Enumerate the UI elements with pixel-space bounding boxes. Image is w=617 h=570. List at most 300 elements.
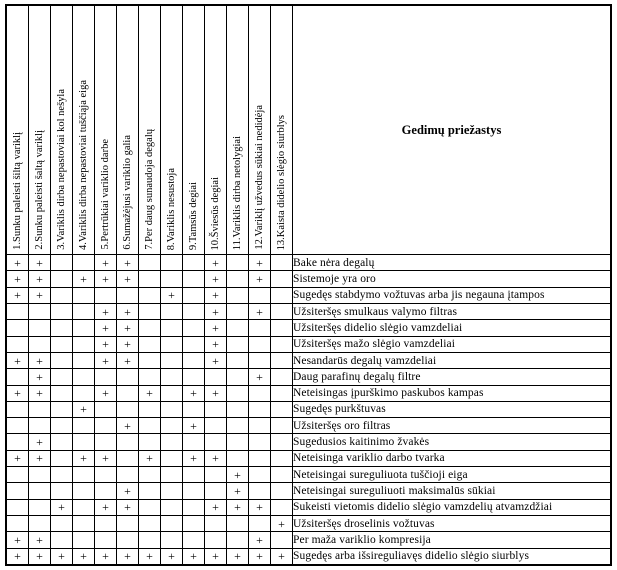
mark-empty bbox=[139, 532, 161, 548]
mark-empty bbox=[139, 255, 161, 271]
mark-empty bbox=[139, 320, 161, 336]
mark-empty bbox=[29, 303, 51, 319]
cause-cell: Per maža variklio kompresija bbox=[293, 532, 611, 548]
symptom-header-3 bbox=[51, 6, 73, 255]
mark-empty bbox=[7, 499, 29, 515]
mark-empty bbox=[29, 483, 51, 499]
table-row bbox=[7, 401, 611, 417]
mark-empty bbox=[183, 401, 205, 417]
symptom-header-10 bbox=[205, 6, 227, 255]
mark-empty bbox=[271, 287, 293, 303]
mark-plus: + bbox=[117, 418, 139, 434]
mark-empty bbox=[139, 369, 161, 385]
mark-plus: + bbox=[183, 450, 205, 466]
symptom-header-11 bbox=[227, 6, 249, 255]
mark-empty bbox=[205, 418, 227, 434]
mark-empty bbox=[183, 352, 205, 368]
table-row bbox=[7, 434, 611, 450]
mark-empty bbox=[51, 271, 73, 287]
mark-empty bbox=[73, 320, 95, 336]
mark-empty bbox=[227, 271, 249, 287]
mark-empty bbox=[227, 336, 249, 352]
mark-empty bbox=[271, 418, 293, 434]
table-row bbox=[7, 450, 611, 466]
mark-empty bbox=[161, 467, 183, 483]
mark-empty bbox=[161, 271, 183, 287]
mark-empty bbox=[7, 320, 29, 336]
mark-empty bbox=[271, 467, 293, 483]
mark-empty bbox=[271, 499, 293, 515]
mark-empty bbox=[73, 287, 95, 303]
mark-empty bbox=[51, 467, 73, 483]
mark-empty bbox=[29, 336, 51, 352]
mark-empty bbox=[7, 369, 29, 385]
mark-empty bbox=[51, 385, 73, 401]
symptom-label: 9.Tamsūs degiai bbox=[187, 181, 199, 250]
mark-empty bbox=[29, 320, 51, 336]
mark-empty bbox=[51, 352, 73, 368]
mark-empty bbox=[29, 499, 51, 515]
mark-empty bbox=[227, 369, 249, 385]
mark-empty bbox=[183, 499, 205, 515]
mark-empty bbox=[117, 532, 139, 548]
cause-cell: Užsiteršęs droselinis vožtuvas bbox=[293, 516, 611, 532]
mark-plus: + bbox=[183, 418, 205, 434]
mark-plus: + bbox=[227, 483, 249, 499]
mark-plus: + bbox=[51, 499, 73, 515]
mark-empty bbox=[271, 255, 293, 271]
mark-empty bbox=[205, 401, 227, 417]
mark-empty bbox=[161, 320, 183, 336]
mark-empty bbox=[161, 369, 183, 385]
mark-plus: + bbox=[205, 255, 227, 271]
cause-cell: Sistemoje yra oro bbox=[293, 271, 611, 287]
cause-cell: Neteisingai sureguliuoti maksimalūs sūkiai bbox=[293, 483, 611, 499]
mark-plus: + bbox=[205, 320, 227, 336]
mark-plus: + bbox=[205, 271, 227, 287]
mark-empty bbox=[249, 320, 271, 336]
mark-empty bbox=[95, 467, 117, 483]
mark-plus: + bbox=[117, 336, 139, 352]
mark-empty bbox=[183, 532, 205, 548]
mark-empty bbox=[51, 450, 73, 466]
mark-plus: + bbox=[29, 287, 51, 303]
mark-empty bbox=[271, 320, 293, 336]
mark-empty bbox=[271, 352, 293, 368]
table-row bbox=[7, 352, 611, 368]
mark-empty bbox=[227, 385, 249, 401]
mark-plus: + bbox=[117, 352, 139, 368]
mark-empty bbox=[139, 336, 161, 352]
mark-empty bbox=[117, 467, 139, 483]
mark-plus: + bbox=[95, 320, 117, 336]
mark-empty bbox=[117, 369, 139, 385]
mark-empty bbox=[227, 303, 249, 319]
mark-plus: + bbox=[249, 271, 271, 287]
table-body bbox=[7, 255, 611, 565]
symptom-label: 5.Pertrūkiai variklio darbe bbox=[99, 139, 111, 250]
symptom-header-8 bbox=[161, 6, 183, 255]
mark-empty bbox=[249, 434, 271, 450]
symptom-header-5 bbox=[95, 6, 117, 255]
cause-cell: Sugedęs stabdymo vožtuvas arba jis negauna įtampos bbox=[293, 287, 611, 303]
mark-plus: + bbox=[73, 271, 95, 287]
mark-plus: + bbox=[205, 287, 227, 303]
mark-plus: + bbox=[205, 352, 227, 368]
mark-empty bbox=[51, 418, 73, 434]
mark-empty bbox=[73, 369, 95, 385]
mark-empty bbox=[161, 532, 183, 548]
mark-empty bbox=[227, 516, 249, 532]
mark-empty bbox=[51, 303, 73, 319]
mark-empty bbox=[117, 450, 139, 466]
mark-empty bbox=[161, 418, 183, 434]
cause-cell: Bake nėra degalų bbox=[293, 255, 611, 271]
cause-cell: Sugedusios kaitinimo žvakės bbox=[293, 434, 611, 450]
mark-empty bbox=[249, 287, 271, 303]
mark-empty bbox=[271, 336, 293, 352]
mark-empty bbox=[73, 385, 95, 401]
mark-empty bbox=[139, 271, 161, 287]
mark-empty bbox=[183, 320, 205, 336]
symptom-label: 6.Sumažėjusi variklio galia bbox=[121, 135, 133, 250]
symptom-label: 2.Sunku paleisti šaltą variklį bbox=[33, 130, 45, 250]
mark-empty bbox=[183, 255, 205, 271]
mark-empty bbox=[205, 483, 227, 499]
mark-plus: + bbox=[95, 271, 117, 287]
mark-empty bbox=[7, 401, 29, 417]
table-row bbox=[7, 271, 611, 287]
mark-empty bbox=[73, 255, 95, 271]
mark-empty bbox=[51, 401, 73, 417]
mark-plus: + bbox=[117, 271, 139, 287]
symptom-label: 3.Variklis dirba nepastoviai kol nešyla bbox=[55, 89, 67, 250]
header-row bbox=[7, 6, 611, 255]
mark-empty bbox=[29, 401, 51, 417]
cause-cell: Užsiteršęs mažo slėgio vamzdeliai bbox=[293, 336, 611, 352]
mark-empty bbox=[227, 434, 249, 450]
cause-cell: Neteisingai sureguliuota tuščioji eiga bbox=[293, 467, 611, 483]
mark-plus: + bbox=[117, 320, 139, 336]
mark-empty bbox=[183, 467, 205, 483]
mark-empty bbox=[51, 320, 73, 336]
symptom-header-4 bbox=[73, 6, 95, 255]
mark-empty bbox=[205, 434, 227, 450]
mark-plus: + bbox=[117, 303, 139, 319]
table-row bbox=[7, 467, 611, 483]
mark-empty bbox=[139, 434, 161, 450]
mark-empty bbox=[139, 401, 161, 417]
mark-plus: + bbox=[95, 450, 117, 466]
mark-plus: + bbox=[161, 287, 183, 303]
mark-empty bbox=[249, 385, 271, 401]
mark-empty bbox=[161, 483, 183, 499]
mark-plus: + bbox=[205, 385, 227, 401]
mark-plus: + bbox=[249, 499, 271, 515]
mark-plus: + bbox=[227, 499, 249, 515]
mark-empty bbox=[51, 434, 73, 450]
mark-empty bbox=[249, 336, 271, 352]
mark-empty bbox=[249, 467, 271, 483]
mark-empty bbox=[249, 483, 271, 499]
mark-plus: + bbox=[249, 532, 271, 548]
symptom-header-9 bbox=[183, 6, 205, 255]
mark-plus: + bbox=[249, 548, 271, 564]
mark-empty bbox=[139, 516, 161, 532]
mark-empty bbox=[249, 401, 271, 417]
mark-plus: + bbox=[271, 548, 293, 564]
cause-column-title: Gedimų priežastys bbox=[293, 6, 611, 255]
symptom-label: 1.Sunku paleisti šiltą variklį bbox=[11, 132, 23, 250]
mark-empty bbox=[139, 287, 161, 303]
mark-empty bbox=[117, 401, 139, 417]
mark-empty bbox=[73, 336, 95, 352]
mark-plus: + bbox=[249, 255, 271, 271]
mark-empty bbox=[183, 483, 205, 499]
table-row bbox=[7, 499, 611, 515]
symptom-header-7 bbox=[139, 6, 161, 255]
table-row bbox=[7, 320, 611, 336]
table-row bbox=[7, 532, 611, 548]
mark-empty bbox=[73, 499, 95, 515]
mark-empty bbox=[51, 532, 73, 548]
mark-empty bbox=[95, 287, 117, 303]
mark-empty bbox=[51, 369, 73, 385]
mark-plus: + bbox=[183, 548, 205, 564]
cause-cell: Užsiteršęs smulkaus valymo filtras bbox=[293, 303, 611, 319]
symptom-label: 11.Variklis dirba netolygiai bbox=[231, 135, 243, 250]
mark-empty bbox=[73, 516, 95, 532]
mark-empty bbox=[227, 401, 249, 417]
mark-plus: + bbox=[227, 467, 249, 483]
mark-empty bbox=[51, 516, 73, 532]
mark-plus: + bbox=[7, 255, 29, 271]
mark-empty bbox=[271, 532, 293, 548]
mark-empty bbox=[117, 434, 139, 450]
mark-plus: + bbox=[205, 548, 227, 564]
mark-plus: + bbox=[95, 303, 117, 319]
mark-empty bbox=[183, 303, 205, 319]
mark-plus: + bbox=[29, 385, 51, 401]
mark-empty bbox=[7, 467, 29, 483]
cause-cell: Užsiteršęs oro filtras bbox=[293, 418, 611, 434]
table-row bbox=[7, 336, 611, 352]
table-row bbox=[7, 287, 611, 303]
mark-empty bbox=[227, 287, 249, 303]
mark-empty bbox=[139, 467, 161, 483]
symptom-label: 7.Per daug sunaudoja degalų bbox=[143, 129, 155, 250]
mark-empty bbox=[271, 303, 293, 319]
mark-plus: + bbox=[205, 450, 227, 466]
symptom-header-1 bbox=[7, 6, 29, 255]
mark-empty bbox=[161, 336, 183, 352]
mark-empty bbox=[117, 516, 139, 532]
mark-plus: + bbox=[95, 499, 117, 515]
mark-plus: + bbox=[117, 499, 139, 515]
mark-empty bbox=[249, 450, 271, 466]
mark-plus: + bbox=[205, 336, 227, 352]
mark-empty bbox=[161, 303, 183, 319]
mark-empty bbox=[271, 450, 293, 466]
mark-empty bbox=[227, 450, 249, 466]
mark-plus: + bbox=[139, 385, 161, 401]
mark-plus: + bbox=[139, 450, 161, 466]
mark-empty bbox=[95, 369, 117, 385]
mark-empty bbox=[51, 255, 73, 271]
mark-empty bbox=[29, 418, 51, 434]
mark-empty bbox=[161, 401, 183, 417]
mark-plus: + bbox=[29, 532, 51, 548]
mark-plus: + bbox=[205, 499, 227, 515]
mark-plus: + bbox=[7, 287, 29, 303]
mark-empty bbox=[7, 336, 29, 352]
mark-plus: + bbox=[95, 385, 117, 401]
symptom-label: 8.Variklis nesustoja bbox=[165, 167, 177, 250]
mark-empty bbox=[29, 467, 51, 483]
mark-empty bbox=[7, 434, 29, 450]
mark-empty bbox=[227, 418, 249, 434]
cause-cell: Sukeisti vietomis didelio slėgio vamzdelių atvamzdžiai bbox=[293, 499, 611, 515]
mark-empty bbox=[139, 499, 161, 515]
mark-empty bbox=[271, 271, 293, 287]
symptom-label: 10.Šviesūs degiai bbox=[209, 176, 221, 250]
table-row bbox=[7, 483, 611, 499]
mark-empty bbox=[95, 401, 117, 417]
mark-plus: + bbox=[249, 369, 271, 385]
mark-empty bbox=[271, 434, 293, 450]
mark-plus: + bbox=[117, 483, 139, 499]
mark-plus: + bbox=[73, 548, 95, 564]
mark-plus: + bbox=[29, 369, 51, 385]
mark-empty bbox=[73, 434, 95, 450]
mark-plus: + bbox=[7, 450, 29, 466]
mark-empty bbox=[73, 418, 95, 434]
mark-empty bbox=[227, 320, 249, 336]
cause-cell: Neteisingas įpurškimo paskubos kampas bbox=[293, 385, 611, 401]
mark-empty bbox=[73, 483, 95, 499]
mark-empty bbox=[95, 516, 117, 532]
mark-plus: + bbox=[95, 255, 117, 271]
mark-plus: + bbox=[7, 352, 29, 368]
mark-plus: + bbox=[29, 352, 51, 368]
mark-empty bbox=[183, 434, 205, 450]
cause-cell: Daug parafinų degalų filtre bbox=[293, 369, 611, 385]
mark-empty bbox=[227, 352, 249, 368]
mark-empty bbox=[227, 255, 249, 271]
mark-plus: + bbox=[249, 303, 271, 319]
mark-plus: + bbox=[183, 385, 205, 401]
symptom-header-2 bbox=[29, 6, 51, 255]
cause-cell: Nesandarūs degalų vamzdeliai bbox=[293, 352, 611, 368]
mark-empty bbox=[95, 434, 117, 450]
mark-empty bbox=[117, 385, 139, 401]
mark-empty bbox=[183, 287, 205, 303]
mark-empty bbox=[73, 532, 95, 548]
mark-empty bbox=[205, 467, 227, 483]
mark-plus: + bbox=[205, 303, 227, 319]
mark-empty bbox=[183, 271, 205, 287]
mark-empty bbox=[227, 532, 249, 548]
mark-plus: + bbox=[29, 450, 51, 466]
mark-empty bbox=[139, 352, 161, 368]
mark-plus: + bbox=[95, 352, 117, 368]
mark-plus: + bbox=[271, 516, 293, 532]
symptom-label: 13.Kaista didelio slėgio siurblys bbox=[275, 114, 287, 250]
mark-empty bbox=[95, 418, 117, 434]
mark-empty bbox=[205, 532, 227, 548]
mark-empty bbox=[271, 483, 293, 499]
mark-plus: + bbox=[29, 271, 51, 287]
table-row bbox=[7, 369, 611, 385]
mark-empty bbox=[161, 434, 183, 450]
mark-plus: + bbox=[117, 255, 139, 271]
mark-plus: + bbox=[7, 532, 29, 548]
mark-empty bbox=[29, 516, 51, 532]
fault-table-frame bbox=[5, 4, 612, 566]
mark-empty bbox=[161, 255, 183, 271]
mark-empty bbox=[271, 401, 293, 417]
mark-plus: + bbox=[73, 450, 95, 466]
symptom-label: 4.Variklis dirba nepastoviai tuščiąja eiga bbox=[77, 80, 89, 250]
mark-empty bbox=[205, 369, 227, 385]
mark-empty bbox=[139, 303, 161, 319]
mark-plus: + bbox=[73, 401, 95, 417]
mark-empty bbox=[73, 467, 95, 483]
mark-empty bbox=[183, 516, 205, 532]
mark-empty bbox=[249, 516, 271, 532]
mark-empty bbox=[73, 352, 95, 368]
mark-plus: + bbox=[7, 548, 29, 564]
mark-plus: + bbox=[29, 255, 51, 271]
symptom-header-12 bbox=[249, 6, 271, 255]
mark-empty bbox=[51, 287, 73, 303]
cause-cell: Užsiteršęs didelio slėgio vamzdeliai bbox=[293, 320, 611, 336]
mark-empty bbox=[51, 336, 73, 352]
symptom-header-6 bbox=[117, 6, 139, 255]
table-row bbox=[7, 548, 611, 564]
mark-plus: + bbox=[51, 548, 73, 564]
mark-plus: + bbox=[7, 385, 29, 401]
mark-empty bbox=[183, 369, 205, 385]
symptom-header-13 bbox=[271, 6, 293, 255]
cause-cell: Sugedęs purkštuvas bbox=[293, 401, 611, 417]
mark-plus: + bbox=[117, 548, 139, 564]
mark-empty bbox=[139, 483, 161, 499]
mark-empty bbox=[161, 450, 183, 466]
mark-empty bbox=[249, 418, 271, 434]
mark-empty bbox=[7, 483, 29, 499]
mark-empty bbox=[139, 418, 161, 434]
mark-empty bbox=[161, 516, 183, 532]
mark-empty bbox=[7, 418, 29, 434]
mark-empty bbox=[161, 499, 183, 515]
mark-plus: + bbox=[95, 548, 117, 564]
mark-empty bbox=[95, 532, 117, 548]
mark-empty bbox=[161, 385, 183, 401]
mark-plus: + bbox=[7, 271, 29, 287]
mark-empty bbox=[271, 369, 293, 385]
mark-plus: + bbox=[139, 548, 161, 564]
mark-empty bbox=[183, 336, 205, 352]
mark-plus: + bbox=[161, 548, 183, 564]
mark-plus: + bbox=[29, 434, 51, 450]
mark-plus: + bbox=[95, 336, 117, 352]
table-row bbox=[7, 385, 611, 401]
mark-empty bbox=[7, 516, 29, 532]
mark-empty bbox=[205, 516, 227, 532]
mark-empty bbox=[271, 385, 293, 401]
mark-empty bbox=[51, 483, 73, 499]
